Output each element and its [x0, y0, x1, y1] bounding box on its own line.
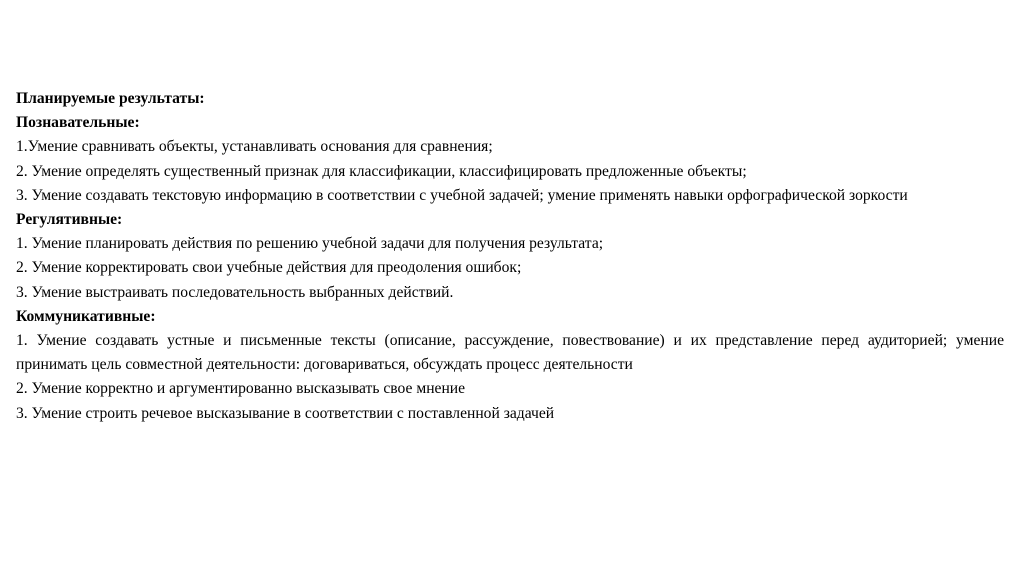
section-heading-regulatory: Регулятивные: — [16, 211, 123, 229]
list-item: 2. Умение корректно и аргументированно высказывать свое мнение — [16, 380, 466, 398]
list-item: 1. Умение создавать устные и письменные тексты (описание, рассуждение, повествование) и их представление перед аудиторией; умение принимать цель совместной деятельности: договариваться, обсуждать процесс деятельности — [16, 332, 1004, 374]
list-item: 2. Умение определять существенный признак для классификации, классифицировать предложенные объекты; — [16, 162, 747, 180]
list-item: 1. Умение планировать действия по решению учебной задачи для получения результата; — [16, 235, 604, 253]
section-heading-communicative: Коммуникативные: — [16, 307, 156, 325]
section-heading-cognitive: Познавательные: — [16, 114, 140, 132]
list-item: 1.Умение сравнивать объекты, устанавливать основания для сравнения; — [16, 138, 493, 156]
list-item: 3. Умение выстраивать последовательность выбранных действий. — [16, 283, 454, 301]
list-item: 3. Умение создавать текстовую информацию в соответствии с учебной задачей; умение применять навыки орфографической зоркости — [16, 186, 908, 204]
slide-content — [16, 87, 1004, 426]
list-item: 3. Умение строить речевое высказывание в соответствии с поставленной задачей — [16, 404, 555, 422]
list-item: 2. Умение корректировать свои учебные действия для преодоления ошибок; — [16, 259, 522, 277]
page-title: Планируемые результаты: — [16, 90, 205, 107]
